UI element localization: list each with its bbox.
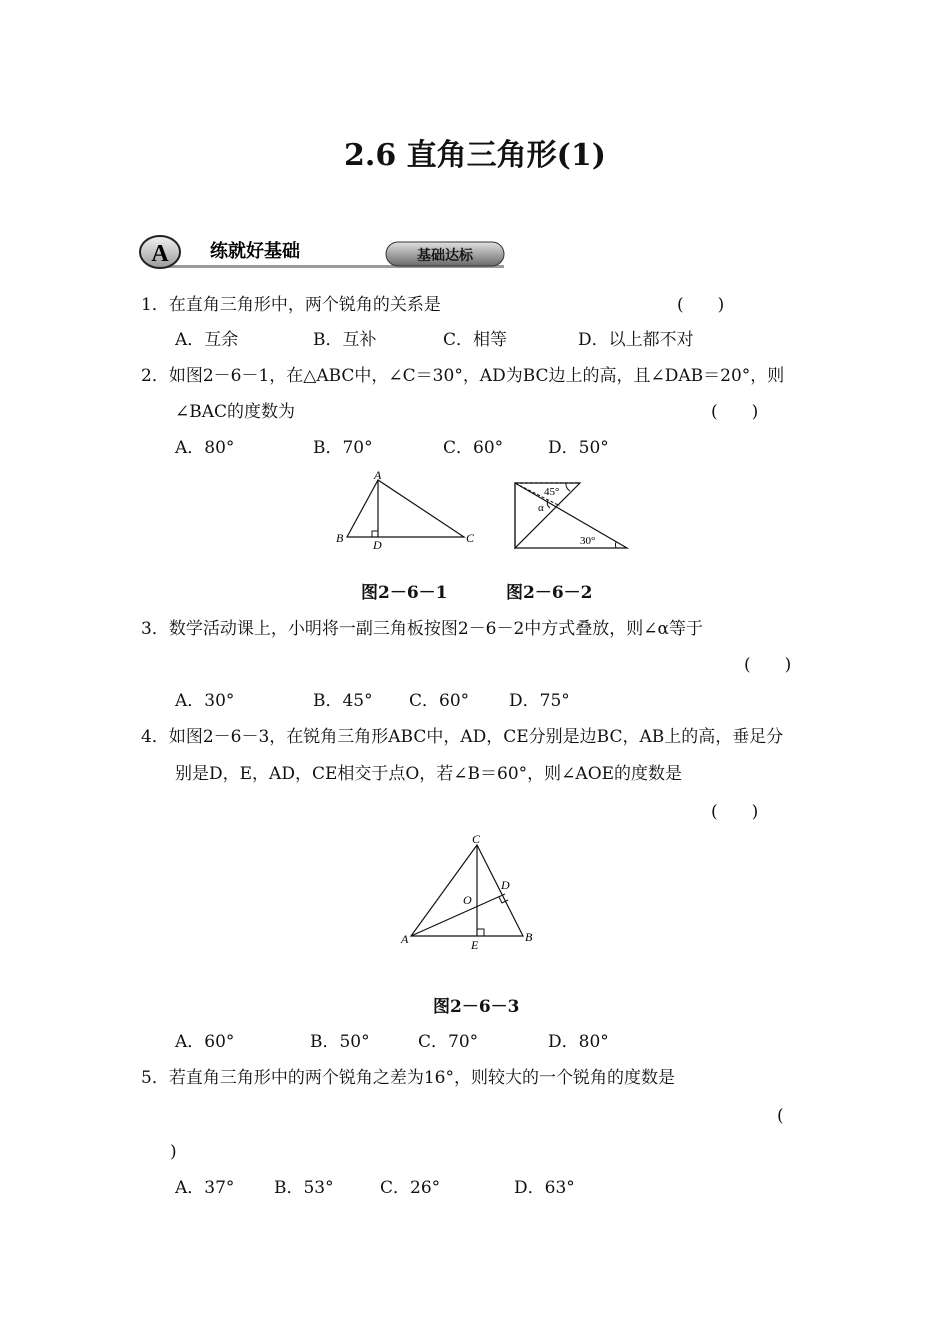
fig1-label-a: A [374, 468, 382, 482]
question-5-option-b: B．53° [274, 1178, 334, 1198]
question-2-stem-line2: ∠BAC的度数为 [175, 402, 296, 422]
figure-2-6-2 [508, 478, 633, 553]
banner-tag: 基础达标 [417, 249, 473, 264]
fig3-label-a: A [401, 932, 409, 946]
question-4-stem-line2: 别是D，E，AD，CE相交于点O，若∠B＝60°，则∠AOE的度数是 [175, 764, 683, 784]
fig3-label-b: B [525, 930, 533, 944]
question-5-option-c: C．26° [380, 1178, 441, 1198]
fig2-label-alpha: α [538, 502, 544, 514]
question-3-option-a: A．30° [175, 691, 235, 711]
fig1-triangle [347, 480, 464, 537]
fig1-label-c: C [466, 531, 475, 545]
fig3-label-c: C [472, 832, 481, 846]
question-5-stem: 5．若直角三角形中的两个锐角之差为16°，则较大的一个锐角的度数是 [141, 1068, 675, 1088]
fig2-label-45: 45° [544, 486, 560, 498]
figure-2-6-3 [395, 828, 545, 954]
question-2-stem-line1: 2．如图2－6－1，在△ABC中，∠C＝30°，AD为BC边上的高，且∠DAB＝20°，则 [141, 366, 785, 386]
fig3-label-o: O [463, 893, 472, 907]
caption-figure-2-6-2: 图2－6－2 [506, 583, 593, 603]
fig1-right-angle-mark [372, 531, 378, 537]
question-4-answer-blank: ( ) [711, 802, 759, 822]
question-4-option-d: D．80° [548, 1032, 609, 1052]
fig3-right-angle-e [477, 929, 484, 936]
question-1-stem: 1．在直角三角形中，两个锐角的关系是 [141, 295, 441, 315]
fig2-label-30: 30° [580, 535, 596, 547]
question-1-option-c: C．相等 [443, 330, 508, 350]
question-1-option-d: D．以上都不对 [578, 330, 694, 350]
question-1-option-b: B．互补 [313, 330, 377, 350]
fig1-label-b: B [336, 531, 344, 545]
question-2-answer-blank: ( ) [711, 402, 759, 422]
question-3-option-c: C．60° [409, 691, 470, 711]
banner-letter: A [151, 241, 169, 267]
question-2-option-b: B．70° [313, 438, 373, 458]
question-5-option-d: D．63° [514, 1178, 575, 1198]
question-2-option-a: A．80° [175, 438, 235, 458]
section-banner [138, 232, 510, 274]
question-3-option-d: D．75° [509, 691, 570, 711]
caption-figure-2-6-3: 图2－6－3 [433, 997, 520, 1017]
question-3-option-b: B．45° [313, 691, 373, 711]
question-1-answer-blank: ( ) [677, 295, 725, 315]
question-5-paren-close: ) [170, 1142, 177, 1162]
fig1-label-d: D [373, 538, 382, 552]
question-5-paren-open: ( [777, 1106, 784, 1126]
question-2-option-c: C．60° [443, 438, 504, 458]
question-1-option-a: A．互余 [175, 330, 239, 350]
question-4-stem-line1: 4．如图2－6－3，在锐角三角形ABC中，AD，CE分别是边BC，AB上的高，垂足分 [141, 727, 784, 747]
caption-figure-2-6-1: 图2－6－1 [361, 583, 448, 603]
fig3-label-e: E [471, 938, 479, 952]
fig3-altitude-ad [411, 894, 505, 936]
page-title: 2.6 直角三角形(1) [344, 138, 606, 173]
figure-2-6-1 [330, 468, 480, 558]
question-3-answer-blank: ( ) [744, 655, 792, 675]
banner-heading: 练就好基础 [210, 241, 300, 261]
question-4-option-a: A．60° [175, 1032, 235, 1052]
question-4-option-c: C．70° [418, 1032, 479, 1052]
question-4-option-b: B．50° [310, 1032, 370, 1052]
question-5-option-a: A．37° [175, 1178, 235, 1198]
fig3-label-d: D [501, 878, 510, 892]
question-3-stem: 3．数学活动课上，小明将一副三角板按图2－6－2中方式叠放，则∠α等于 [141, 619, 703, 639]
question-2-option-d: D．50° [548, 438, 609, 458]
